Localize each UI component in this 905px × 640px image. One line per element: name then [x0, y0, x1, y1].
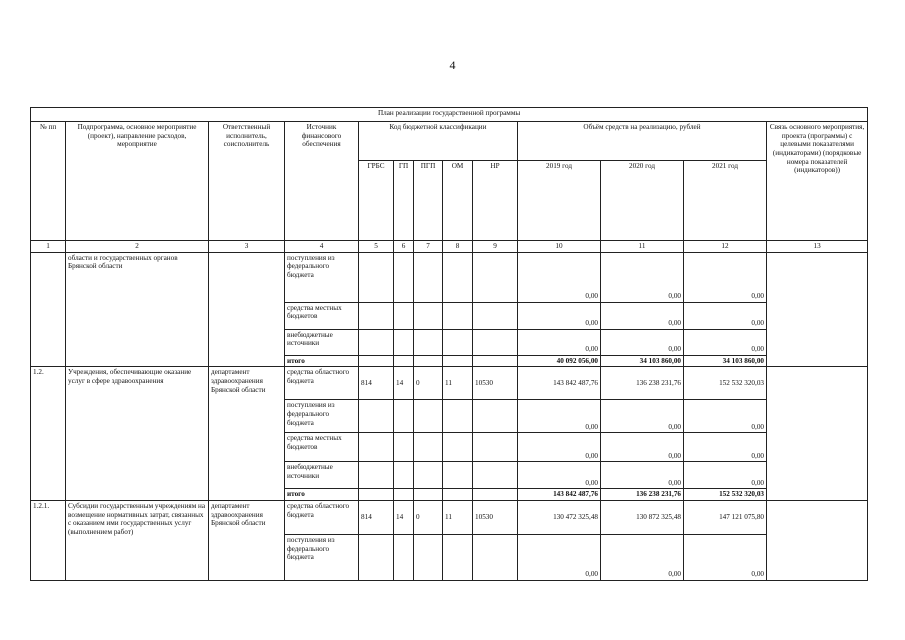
col-number: 8: [443, 241, 473, 253]
header-2019: 2019 год: [518, 161, 601, 241]
row-value-2020: 0,00: [601, 329, 684, 355]
row-source-cell: итого: [285, 355, 359, 367]
row-value-2021: 0,00: [684, 400, 767, 433]
program-plan-table: [30, 107, 868, 581]
row-value-2021: 0,00: [684, 534, 767, 580]
row-source-cell: внебюджетные источники: [285, 462, 359, 489]
row-gp: 14: [394, 500, 414, 534]
col-number: 7: [414, 241, 443, 253]
row-value-2021: 147 121 075,80: [684, 500, 767, 534]
row-value-2021: 0,00: [684, 252, 767, 302]
row-value-2019: 0,00: [518, 400, 601, 433]
row-value-2019: 130 472 325,48: [518, 500, 601, 534]
header-grbs: ГРБС: [359, 161, 394, 241]
col-number: 13: [767, 241, 868, 253]
col-number: 9: [473, 241, 518, 253]
col-number: 5: [359, 241, 394, 253]
row-name-cell: области и государственных органов Брянской области: [66, 252, 209, 367]
row-source-cell: поступления из федерального бюджета: [285, 534, 359, 580]
row-num-cell: 1.2.: [31, 367, 66, 501]
row-source-cell: средства местных бюджетов: [285, 302, 359, 329]
row-name-cell: Субсидии государственным учреждениям на возмещение нормативных затрат, связанных с оказанием ими государственных услуг (выполнением работ): [66, 500, 209, 580]
header-num: № пп: [31, 122, 66, 241]
row-value-2020: 136 238 231,76: [601, 489, 684, 501]
row-source-cell: средства областного бюджета: [285, 500, 359, 534]
row-pgp: 0: [414, 367, 443, 400]
row-value-2021: 0,00: [684, 433, 767, 462]
col-number: 4: [285, 241, 359, 253]
col-number: 11: [601, 241, 684, 253]
row-value-2020: 0,00: [601, 252, 684, 302]
row-pgp: 0: [414, 500, 443, 534]
row-value-2019: 0,00: [518, 534, 601, 580]
col-number: 12: [684, 241, 767, 253]
row-executor-cell: департамент здравоохранения Брянской области: [209, 500, 285, 580]
column-number-row: [31, 241, 868, 253]
row-value-2019: 0,00: [518, 252, 601, 302]
row-name-cell: Учреждения, обеспечивающие оказание услуг в сфере здравоохранения: [66, 367, 209, 501]
row-source-cell: внебюджетные источники: [285, 329, 359, 355]
row-value-2020: 0,00: [601, 302, 684, 329]
table-row: [31, 500, 868, 534]
row-value-2021: 0,00: [684, 302, 767, 329]
row-value-2019: 143 842 487,76: [518, 489, 601, 501]
row-value-2020: 130 872 325,48: [601, 500, 684, 534]
row-value-2019: 0,00: [518, 462, 601, 489]
col-number: 1: [31, 241, 66, 253]
row-link-cell: [767, 367, 868, 501]
col-number: 6: [394, 241, 414, 253]
col-number: 10: [518, 241, 601, 253]
row-value-2021: 0,00: [684, 462, 767, 489]
col-number: 3: [209, 241, 285, 253]
row-source-cell: поступления из федерального бюджета: [285, 400, 359, 433]
row-nr: 10530: [473, 500, 518, 534]
header-nr: НР: [473, 161, 518, 241]
header-2021: 2021 год: [684, 161, 767, 241]
row-value-2020: 0,00: [601, 433, 684, 462]
row-value-2020: 0,00: [601, 400, 684, 433]
header-2020: 2020 год: [601, 161, 684, 241]
header-gp: ГП: [394, 161, 414, 241]
header-source: Источник финансового обеспечения: [285, 122, 359, 241]
row-value-2019: 0,00: [518, 302, 601, 329]
page-number: 4: [449, 58, 456, 72]
row-value-2021: 152 532 320,03: [684, 367, 767, 400]
header-budget-code: Код бюджетной классификации: [359, 122, 518, 161]
row-value-2020: 34 103 860,00: [601, 355, 684, 367]
header-subprogram: Подпрограмма, основное мероприятие (проект), направление расходов, мероприятие: [66, 122, 209, 241]
table-caption: План реализации государственной программы: [31, 108, 868, 122]
row-value-2020: 0,00: [601, 534, 684, 580]
row-link-cell: [767, 252, 868, 367]
row-nr: 10530: [473, 367, 518, 400]
row-grbs: 814: [359, 500, 394, 534]
row-value-2019: 40 092 056,00: [518, 355, 601, 367]
row-num-cell: [31, 252, 66, 367]
header-om: ОМ: [443, 161, 473, 241]
row-value-2021: 152 532 320,03: [684, 489, 767, 501]
row-value-2021: 34 103 860,00: [684, 355, 767, 367]
row-executor-cell: [209, 252, 285, 367]
row-value-2019: 0,00: [518, 433, 601, 462]
row-num-cell: 1.2.1.: [31, 500, 66, 580]
table-row: [31, 252, 868, 302]
row-om: 11: [443, 367, 473, 400]
row-om: 11: [443, 500, 473, 534]
row-link-cell: [767, 500, 868, 580]
header-executor: Ответственный исполнитель, соисполнитель: [209, 122, 285, 241]
row-value-2020: 0,00: [601, 462, 684, 489]
row-value-2021: 0,00: [684, 329, 767, 355]
row-grbs: 814: [359, 367, 394, 400]
col-number: 2: [66, 241, 209, 253]
row-value-2020: 136 238 231,76: [601, 367, 684, 400]
header-volume: Объём средств на реализацию, рублей: [518, 122, 767, 161]
row-source-cell: средства областного бюджета: [285, 367, 359, 400]
header-link: Связь основного мероприятия, проекта (программы) с целевыми показателями (индикаторами) (порядковые номера показателей (индикаторов)): [767, 122, 868, 241]
row-source-cell: поступления из федерального бюджета: [285, 252, 359, 302]
row-source-cell: средства местных бюджетов: [285, 433, 359, 462]
row-value-2019: 0,00: [518, 329, 601, 355]
row-executor-cell: департамент здравоохранения Брянской области: [209, 367, 285, 501]
row-source-cell: итого: [285, 489, 359, 501]
header-pgp: ПГП: [414, 161, 443, 241]
table-row: [31, 367, 868, 400]
row-gp: 14: [394, 367, 414, 400]
caption-row: [31, 108, 868, 122]
row-value-2019: 143 842 487,76: [518, 367, 601, 400]
header-row-1: [31, 122, 868, 161]
